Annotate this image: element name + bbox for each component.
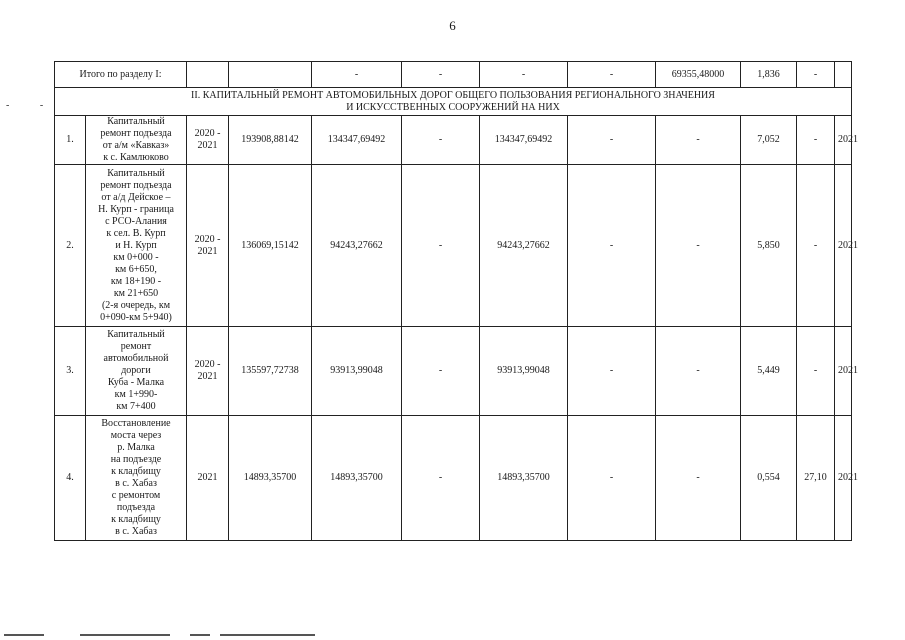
cost-col-8: - [656,327,741,416]
cost-col-4: 134347,69492 [312,116,402,165]
total-cost: 136069,15142 [229,165,312,327]
completion-year: 2021 [835,165,852,327]
total-row-label: Итого по разделу I: [55,62,187,88]
total-cell [835,62,852,88]
length-km: 0,554 [741,416,797,541]
row-number: 3. [55,327,86,416]
period: 2020 - 2021 [187,116,229,165]
period: 2020 - 2021 [187,327,229,416]
completion-year: 2021 [835,327,852,416]
table-row [55,116,852,165]
section-header-row [55,88,852,116]
object-name: Восстановление моста через р. Малка на подъезде к кладбищу в с. Хабаз с ремонтом подъезда к кладбищу в с. Хабаз [86,416,187,541]
total-cell [187,62,229,88]
cost-col-5: - [402,116,480,165]
length-m: - [797,116,835,165]
cost-col-6: 94243,27662 [480,165,568,327]
table-row [55,327,852,416]
cost-col-7: - [568,416,656,541]
total-cell: - [312,62,402,88]
cost-col-7: - [568,165,656,327]
cost-col-4: 94243,27662 [312,165,402,327]
length-km: 7,052 [741,116,797,165]
section-title-line-1: II. КАПИТАЛЬНЫЙ РЕМОНТ АВТОМОБИЛЬНЫХ ДОРОГ ОБЩЕГО ПОЛЬЗОВАНИЯ РЕГИОНАЛЬНОГО ЗНАЧЕНИЯ [191,89,715,101]
length-km: 5,449 [741,327,797,416]
total-cell [229,62,312,88]
cost-col-7: - [568,116,656,165]
row-number: 2. [55,165,86,327]
row-number: 1. [55,116,86,165]
cost-col-5: - [402,416,480,541]
period: 2021 [187,416,229,541]
cost-col-8: - [656,165,741,327]
cost-col-8: - [656,416,741,541]
object-name: Капитальный ремонт подъезда от а/д Дейское – Н. Курп - граница с РСО-Алания к сел. В. Курп и Н. Курп км 0+000 - км 6+650, км 18+190 - км 21+650 (2-я очередь, км 0+090-км 5+940) [86,165,187,327]
page-number: 6 [449,18,456,33]
cost-col-4: 93913,99048 [312,327,402,416]
total-cell: 69355,48000 [656,62,741,88]
section-title [55,88,852,116]
cost-col-5: - [402,165,480,327]
total-cell: - [480,62,568,88]
cost-col-8: - [656,116,741,165]
length-m: 27,10 [797,416,835,541]
scan-artifact [0,634,320,640]
section-title-line-2: И ИСКУССТВЕННЫХ СООРУЖЕНИЙ НА НИХ [346,101,560,113]
length-km: 5,850 [741,165,797,327]
margin-marks: - - [6,100,58,111]
table-row [55,165,852,327]
total-cost: 135597,72738 [229,327,312,416]
object-name: Капитальный ремонт подъезда от а/м «Кавказ» к с. Камлюково [86,116,187,165]
length-m: - [797,165,835,327]
total-cost: 14893,35700 [229,416,312,541]
cost-col-6: 134347,69492 [480,116,568,165]
total-cost: 193908,88142 [229,116,312,165]
completion-year: 2021 [835,116,852,165]
cost-col-6: 93913,99048 [480,327,568,416]
row-number: 4. [55,416,86,541]
length-m: - [797,327,835,416]
cost-col-7: - [568,327,656,416]
total-cell: 1,836 [741,62,797,88]
object-name: Капитальный ремонт автомобильной дороги Куба - Малка км 1+990- км 7+400 [86,327,187,416]
period: 2020 - 2021 [187,165,229,327]
cost-col-6: 14893,35700 [480,416,568,541]
total-row [55,62,852,88]
total-cell: - [797,62,835,88]
cost-col-4: 14893,35700 [312,416,402,541]
works-table [54,61,858,541]
table-row [55,416,852,541]
total-cell: - [402,62,480,88]
completion-year: 2021 [835,416,852,541]
cost-col-5: - [402,327,480,416]
total-cell: - [568,62,656,88]
